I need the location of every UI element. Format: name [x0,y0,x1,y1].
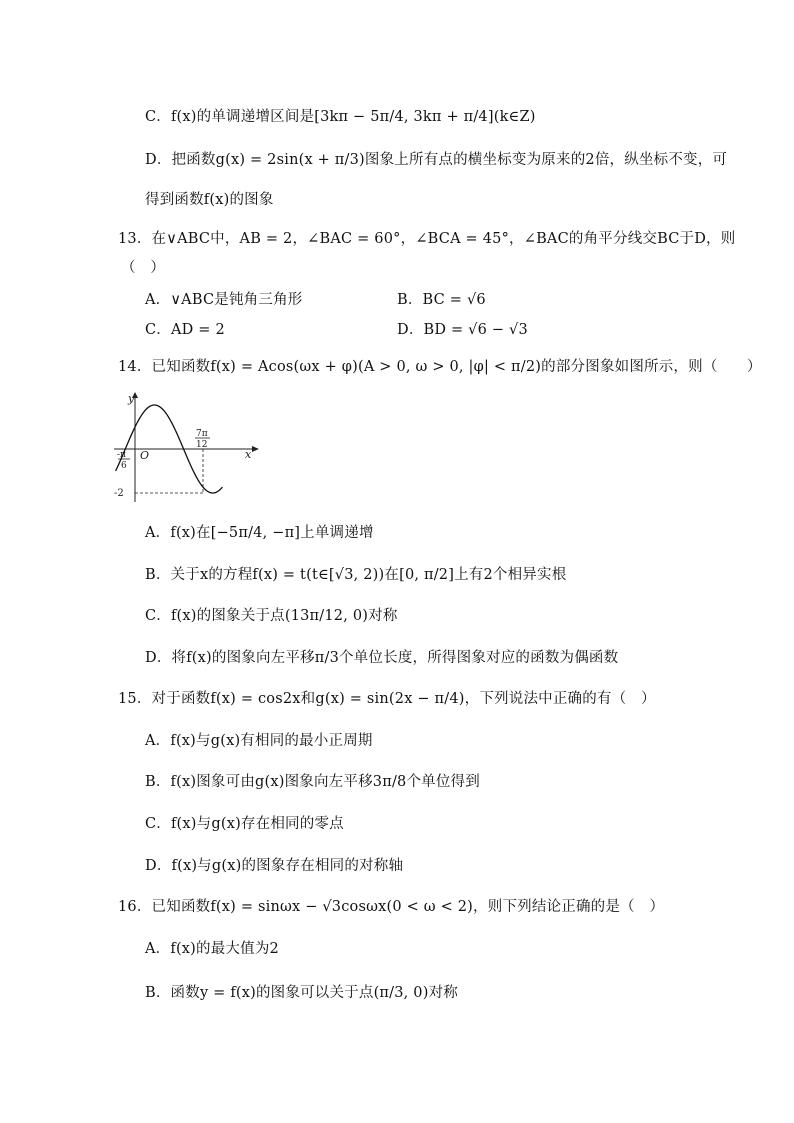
question-text: 14．已知函数f(x) = Acos(ωx + φ)(A > 0, ω > 0, |φ| < π/2)的部分图象如图所示，则（ ） [118,359,762,375]
x-axis-label: x [245,448,252,461]
question-16-stem [118,897,664,917]
x-axis-arrow [252,446,259,452]
option-text: A．∨ABC是钝角三角形 [145,292,303,308]
question-14-option-b [145,565,566,585]
option-text: 得到函数f(x)的图象 [145,192,274,208]
option-text: C．f(x)的单调递增区间是[3kπ − 5π/4, 3kπ + π/4](k∈Z) [145,109,536,125]
question-14-option-c [145,606,398,626]
question-13-paren [121,258,165,278]
option-text: D．把函数g(x) = 2sin(x + π/3)图象上所有点的横坐标变为原来的2倍，纵坐标不变，可 [145,152,728,168]
option-text: A．f(x)与g(x)有相同的最小正周期 [145,733,373,749]
question-13-option-d [397,320,528,340]
question-14-option-a [145,523,374,543]
min-value-label: -2 [114,488,124,499]
tick-label-neg-pi-6-numerator: -π [117,450,126,460]
question-15-stem [118,689,656,709]
option-text: A．f(x)在[−5π/4, −π]上单调递增 [145,525,374,541]
tick-label-7pi-12-numerator: 7π [196,429,208,439]
question-12-option-d [145,150,727,170]
option-text: B．关于x的方程f(x) = t(t∈[√3, 2))在[0, π/2]上有2个相异实根 [145,567,567,583]
question-13-option-c [145,320,225,340]
option-text: C．f(x)与g(x)存在相同的零点 [145,816,344,832]
tick-label-7pi-12-denominator: 12 [196,440,208,450]
question-16-option-a [145,939,279,959]
option-text: B．f(x)图象可由g(x)图象向左平移3π/8个单位得到 [145,774,480,790]
option-text: B．BC = √6 [397,292,486,308]
question-15-option-b [145,772,480,792]
option-text: D．f(x)与g(x)的图象存在相同的对称轴 [145,858,404,874]
origin-label: O [140,449,150,462]
y-axis-label: y [128,392,135,405]
question-12-option-c [145,107,536,127]
question-text: 13．在∨ABC中，AB = 2，∠BAC = 60°，∠BCA = 45°，∠BAC的角平分线交BC于D，则 [118,231,736,247]
option-text: C．AD = 2 [145,322,225,338]
question-13-stem [118,229,735,249]
question-15-option-a [145,731,373,751]
question-14-stem [118,357,762,377]
question-13-option-b [397,290,486,310]
answer-paren: （ ） [121,260,166,276]
tick-label-neg-pi-6-denominator: 6 [121,461,127,471]
question-text: 16．已知函数f(x) = sinωx − √3cosωx(0 < ω < 2)，则下列结论正确的是（ ） [118,899,665,915]
question-text: 15．对于函数f(x) = cos2x和g(x) = sin(2x − π/4)，下列说法中正确的有（ ） [118,691,656,707]
option-text: D．BD = √6 − √3 [397,322,528,338]
question-13-option-a [145,290,302,310]
question-15-option-c [145,814,344,834]
question-16-option-b [145,983,458,1003]
option-text: B．函数y = f(x)的图象可以关于点(π/3, 0)对称 [145,985,458,1001]
question-15-option-d [145,856,403,876]
option-text: A．f(x)的最大值为2 [145,941,279,957]
option-text: D．将f(x)的图象向左平移π/3个单位长度，所得图象对应的函数为偶函数 [145,650,619,666]
option-text: C．f(x)的图象关于点(13π/12, 0)对称 [145,608,398,624]
cosine-graph-figure [114,392,259,508]
question-12-option-d-continued [145,190,274,210]
question-14-option-d [145,648,618,668]
